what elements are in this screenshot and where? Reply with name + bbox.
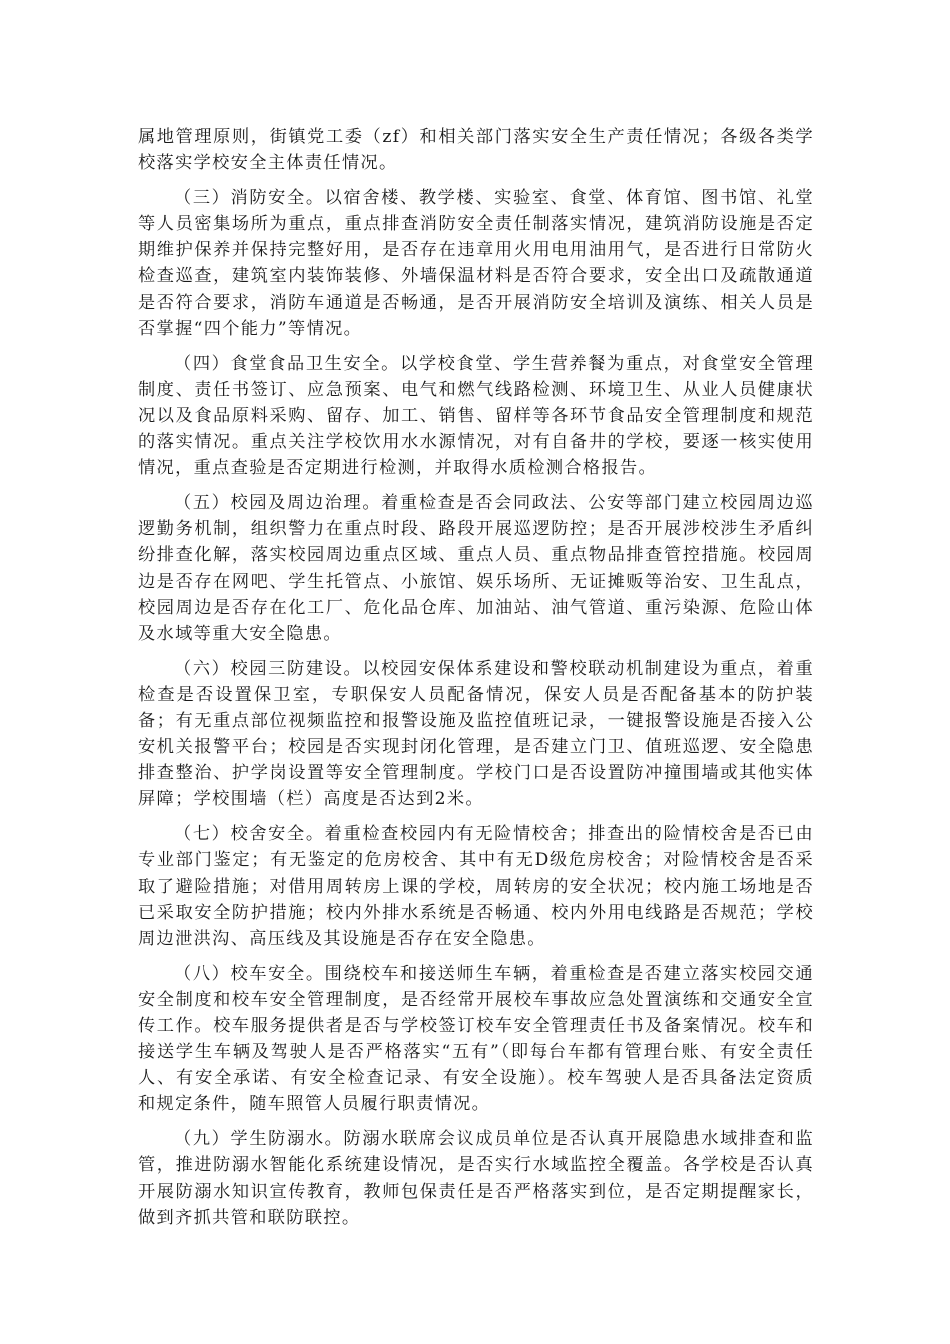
paragraph-fire-safety: （三）消防安全。以宿舍楼、教学楼、实验室、食堂、体育馆、图书馆、礼堂等人员密集场所为重点，重点排查消防安全责任制落实情况，建筑消防设施是否定期维护保养并保持完整好用，是否存在违章用火用电用油用气，是否进行日常防火检查巡查，建筑室内装饰装修、外墙保温材料是否符合要求，安全出口及疏散通道是否符合要求，消防车通道是否畅通，是否开展消防安全培训及演练、相关人员是否掌握“四个能力”等情况。 xyxy=(138,188,814,339)
paragraph-building-safety: （七）校舍安全。着重检查校园内有无险情校舍；排查出的险情校舍是否已由专业部门鉴定；有无鉴定的危房校舍、其中有无D级危房校舍；对险情校舍是否采取了避险措施；对借用周转房上课的学校，周转房的安全状况；校内施工场地是否已采取安全防护措施；校内外排水系统是否畅通、校内外用电线路是否规范；学校周边泄洪沟、高压线及其设施是否存在安全隐患。 xyxy=(138,824,814,949)
paragraph-three-defenses: （六）校园三防建设。以校园安保体系建设和警校联动机制建设为重点，着重检查是否设置保卫室，专职保安人员配备情况，保安人员是否配备基本的防护装备；有无重点部位视频监控和报警设施及监控值班记录，一键报警设施是否接入公安机关报警平台；校园是否实现封闭化管理，是否建立门卫、值班巡逻、安全隐患排查整治、护学岗设置等安全管理制度。学校门口是否设置防冲撞围墙或其他实体屏障；学校围墙（栏）高度是否达到2米。 xyxy=(138,658,814,810)
paragraph-school-bus-safety: （八）校车安全。围绕校车和接送师生车辆，着重检查是否建立落实校园交通安全制度和校车安全管理制度，是否经常开展校车事故应急处置演练和交通安全宣传工作。校车服务提供者是否与学校签订校车安全管理责任书及备案情况。校车和接送学生车辆及驾驶人是否严格落实“五有”（即每台车都有管理台账、有安全责任人、有安全承诺、有安全检查记录、有安全设施）。校车驾驶人是否具备法定资质和规定条件，随车照管人员履行职责情况。 xyxy=(138,963,814,1115)
paragraph-canteen-food-safety: （四）食堂食品卫生安全。以学校食堂、学生营养餐为重点，对食堂安全管理制度、责任书签订、应急预案、电气和燃气线路检测、环境卫生、从业人员健康状况以及食品原料采购、留存、加工、销售、留样等各环节食品安全管理制度和规范的落实情况。重点关注学校饮用水水源情况，对有自备井的学校，要逐一核实使用情况，重点查验是否定期进行检测，并取得水质检测合格报告。 xyxy=(138,353,814,479)
paragraph-drowning-prevention: （九）学生防溺水。防溺水联席会议成员单位是否认真开展隐患水域排查和监管，推进防溺水智能化系统建设情况，是否实行水域监控全覆盖。各学校是否认真开展防溺水知识宣传教育，教师包保责任是否严格落实到位，是否定期提醒家长，做到齐抓共管和联防联控。 xyxy=(138,1129,814,1228)
paragraph-continuation: 属地管理原则，街镇党工委（zf）和相关部门落实安全生产责任情况；各级各类学校落实学校安全主体责任情况。 xyxy=(138,127,814,174)
document-page xyxy=(138,124,814,1240)
paragraph-campus-surroundings: （五）校园及周边治理。着重检查是否会同政法、公安等部门建立校园周边巡逻勤务机制，组织警力在重点时段、路段开展巡逻防控；是否开展涉校涉生矛盾纠纷排查化解，落实校园周边重点区域、重点人员、重点物品排查管控措施。校园周边是否存在网吧、学生托管点、小旅馆、娱乐场所、无证摊贩等治安、卫生乱点，校园周边是否存在化工厂、危化品仓库、加油站、油气管道、重污染源、危险山体及水域等重大安全隐患。 xyxy=(138,493,814,644)
